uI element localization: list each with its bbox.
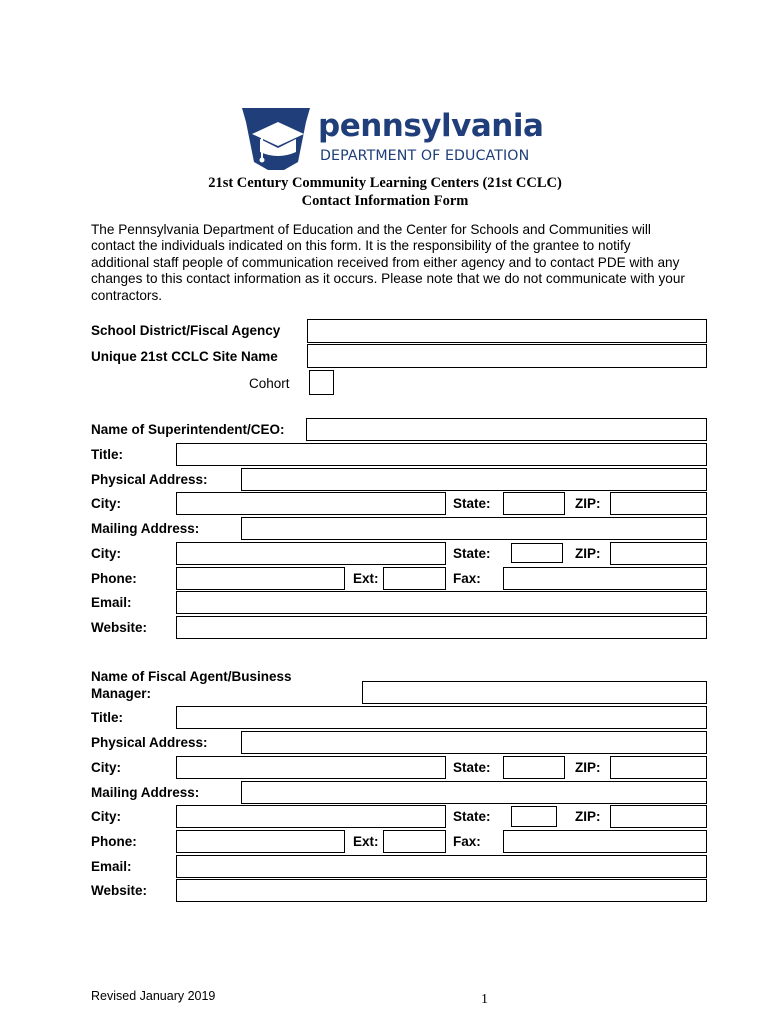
superintendent-phone-input[interactable] (176, 567, 345, 590)
fiscal-agent-mailing-city-input[interactable] (176, 805, 446, 828)
fiscal-agent-name-input[interactable] (362, 681, 707, 704)
superintendent-state-label: State: (453, 496, 491, 511)
fiscal-agent-ext-label: Ext: (353, 834, 379, 849)
cohort-input[interactable] (309, 370, 334, 395)
intro-paragraph (91, 222, 711, 304)
fiscal-agent-state-input[interactable] (503, 756, 565, 779)
intro-line: contractors. (91, 287, 163, 303)
fiscal-agent-city-label: City: (91, 760, 121, 775)
intro-line: changes to this contact information as it occurs. Please note that we do not communicate with your (91, 271, 685, 287)
superintendent-city-label: City: (91, 496, 121, 511)
intro-line: contact the individuals indicated on this form. It is the responsibility of the grantee to notify (91, 238, 631, 254)
fiscal-agent-website-input[interactable] (176, 879, 707, 902)
fiscal-agent-physical-address-input[interactable] (241, 731, 707, 754)
pennsylvania-logo (240, 104, 544, 174)
keystone-mortarboard-icon (240, 104, 312, 174)
fiscal-agent-mailing-zip-label: ZIP: (575, 809, 601, 824)
fiscal-agent-title-input[interactable] (176, 706, 707, 729)
superintendent-email-input[interactable] (176, 591, 707, 614)
fiscal-agent-mailing-zip-input[interactable] (610, 805, 707, 828)
superintendent-email-label: Email: (91, 595, 132, 610)
superintendent-city-input[interactable] (176, 492, 446, 515)
logo-wordmark: pennsylvania (318, 108, 544, 144)
fiscal-agent-fax-input[interactable] (503, 830, 707, 853)
fiscal-agent-mailing-state-input[interactable] (511, 806, 557, 827)
fiscal-agent-email-label: Email: (91, 859, 132, 874)
fiscal-agent-mailing-city-label: City: (91, 809, 121, 824)
logo-department: DEPARTMENT OF EDUCATION (320, 148, 530, 164)
superintendent-physical-address-input[interactable] (241, 468, 707, 491)
superintendent-website-input[interactable] (176, 616, 707, 639)
superintendent-mailing-city-label: City: (91, 546, 121, 561)
superintendent-phone-label: Phone: (91, 571, 137, 586)
superintendent-mailing-state-label: State: (453, 546, 491, 561)
cohort-label: Cohort (249, 376, 290, 391)
fiscal-agent-mailing-address-label: Mailing Address: (91, 785, 200, 800)
superintendent-mailing-address-label: Mailing Address: (91, 521, 200, 536)
fiscal-agent-website-label: Website: (91, 883, 148, 898)
superintendent-title-label: Title: (91, 447, 124, 462)
superintendent-fax-label: Fax: (453, 571, 481, 586)
revised-date: Revised January 2019 (91, 989, 216, 1003)
fiscal-agent-zip-label: ZIP: (575, 760, 601, 775)
fiscal-agent-phone-label: Phone: (91, 834, 137, 849)
superintendent-fax-input[interactable] (503, 567, 707, 590)
superintendent-ext-label: Ext: (353, 571, 379, 586)
fiscal-agent-name-label (91, 669, 292, 702)
site-name-input[interactable] (307, 344, 707, 368)
fiscal-agent-name-label-line1: Name of Fiscal Agent/Business (91, 669, 292, 684)
fiscal-agent-zip-input[interactable] (610, 756, 707, 779)
fiscal-agent-title-label: Title: (91, 710, 124, 725)
superintendent-mailing-address-input[interactable] (241, 517, 707, 540)
superintendent-physical-address-label: Physical Address: (91, 472, 208, 487)
school-district-input[interactable] (307, 319, 707, 343)
superintendent-mailing-zip-label: ZIP: (575, 546, 601, 561)
superintendent-website-label: Website: (91, 620, 148, 635)
fiscal-agent-phone-input[interactable] (176, 830, 345, 853)
intro-line: additional staff people of communication received from either agency and to contact PDE with any (91, 254, 680, 270)
fiscal-agent-city-input[interactable] (176, 756, 446, 779)
fiscal-agent-name-label-line2: Manager: (91, 685, 152, 701)
superintendent-zip-input[interactable] (610, 492, 707, 515)
school-district-label: School District/Fiscal Agency (91, 323, 281, 338)
superintendent-ext-input[interactable] (383, 567, 446, 590)
fiscal-agent-state-label: State: (453, 760, 491, 775)
superintendent-zip-label: ZIP: (575, 496, 601, 511)
superintendent-title-input[interactable] (176, 443, 707, 466)
superintendent-state-input[interactable] (503, 492, 565, 515)
superintendent-mailing-city-input[interactable] (176, 542, 446, 565)
form-title-line1: 21st Century Community Learning Centers (21st CCLC) (208, 175, 562, 191)
fiscal-agent-physical-address-label: Physical Address: (91, 735, 208, 750)
superintendent-mailing-zip-input[interactable] (610, 542, 707, 565)
page-number: 1 (481, 992, 488, 1007)
intro-line: The Pennsylvania Department of Education and the Center for Schools and Communities will (91, 222, 651, 237)
superintendent-name-label: Name of Superintendent/CEO: (91, 422, 285, 437)
fiscal-agent-mailing-address-input[interactable] (241, 781, 707, 804)
site-name-label: Unique 21st CCLC Site Name (91, 349, 278, 364)
superintendent-name-input[interactable] (306, 418, 707, 441)
fiscal-agent-ext-input[interactable] (383, 830, 446, 853)
fiscal-agent-fax-label: Fax: (453, 834, 481, 849)
fiscal-agent-email-input[interactable] (176, 855, 707, 878)
form-title-line2: Contact Information Form (301, 193, 469, 209)
fiscal-agent-mailing-state-label: State: (453, 809, 491, 824)
superintendent-mailing-state-input[interactable] (511, 543, 563, 563)
